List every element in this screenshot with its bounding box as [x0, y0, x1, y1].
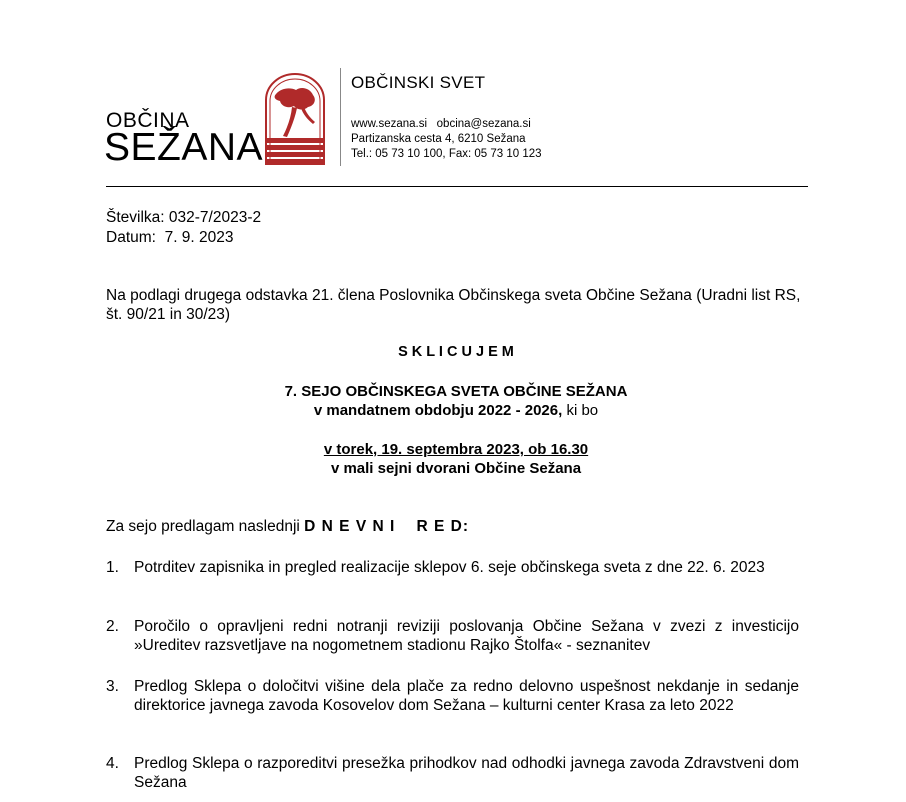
logo-text-obcina: OBČINA [106, 109, 190, 132]
council-title: OBČINSKI SVET [351, 73, 486, 92]
contact-web-email [351, 117, 531, 132]
session-term: v mandatnem obdobju 2022 - 2026, [313, 402, 563, 419]
municipality-crest-icon [263, 72, 327, 166]
contact-phone: Tel.: 05 73 10 100, Fax: 05 73 10 123 [351, 148, 542, 160]
agenda-item-number: 2. [106, 618, 119, 635]
header-divider [340, 68, 341, 166]
agenda-lead-line [106, 517, 469, 536]
intro-paragraph: Na podlagi drugega odstavka 21. člena Poslovnika Občinskega sveta Občine Sežana (Uradni list RS, št. 90/21 in 30/23) [106, 287, 801, 323]
email-link[interactable]: obcina@sezana.si [436, 118, 531, 130]
agenda-lead: Za sejo predlagam naslednji [106, 518, 305, 535]
document-date: Datum: 7. 9. 2023 [106, 229, 234, 246]
agenda-item-text: Predlog Sklepa o razporeditvi presežka prihodkov nad odhodki javnega zavoda Zdravstveni dom Sežana [134, 755, 799, 791]
agenda-item-text: Potrditev zapisnika in pregled realizacije sklepov 6. seje občinskega sveta z dne 22. 6. 2023 [134, 559, 765, 576]
header-rule [106, 186, 808, 187]
agenda-item-number: 4. [106, 755, 119, 772]
session-when-line [106, 440, 806, 459]
session-title: 7. SEJO OBČINSKEGA SVETA OBČINE SEŽANA [284, 383, 628, 400]
document-number: Številka: 032-7/2023-2 [106, 209, 262, 226]
convene-heading: S K L I C U J E M [398, 344, 514, 360]
website-link[interactable]: www.sezana.si [351, 118, 428, 130]
session-term-suffix: ki bo [562, 402, 599, 419]
agenda-heading: D N E V N I R E D: [304, 518, 469, 535]
session-where: v mali sejni dvorani Občine Sežana [330, 460, 582, 477]
session-when: v torek, 19. septembra 2023, ob 16.30 [323, 441, 589, 458]
contact-address: Partizanska cesta 4, 6210 Sežana [351, 133, 526, 145]
logo-text-sezana: SEŽANA [104, 126, 264, 169]
agenda-item-text: Predlog Sklepa o določitvi višine dela plače za redno delovno uspešnost nekdanje in sedanje direktorice javnega zavoda Kosovelov dom Sežana – kulturni center Krasa za leto 2022 [134, 678, 799, 714]
agenda-item-number: 3. [106, 678, 119, 695]
session-term-line [106, 401, 806, 420]
agenda-item-text: Poročilo o opravljeni redni notranji reviziji poslovanja Občine Sežana v zvezi z investicijo »Ureditev razsvetljave na nogometnem stadionu Rajko Štolfa« - seznanitev [134, 618, 799, 654]
agenda-item-number: 1. [106, 559, 119, 576]
